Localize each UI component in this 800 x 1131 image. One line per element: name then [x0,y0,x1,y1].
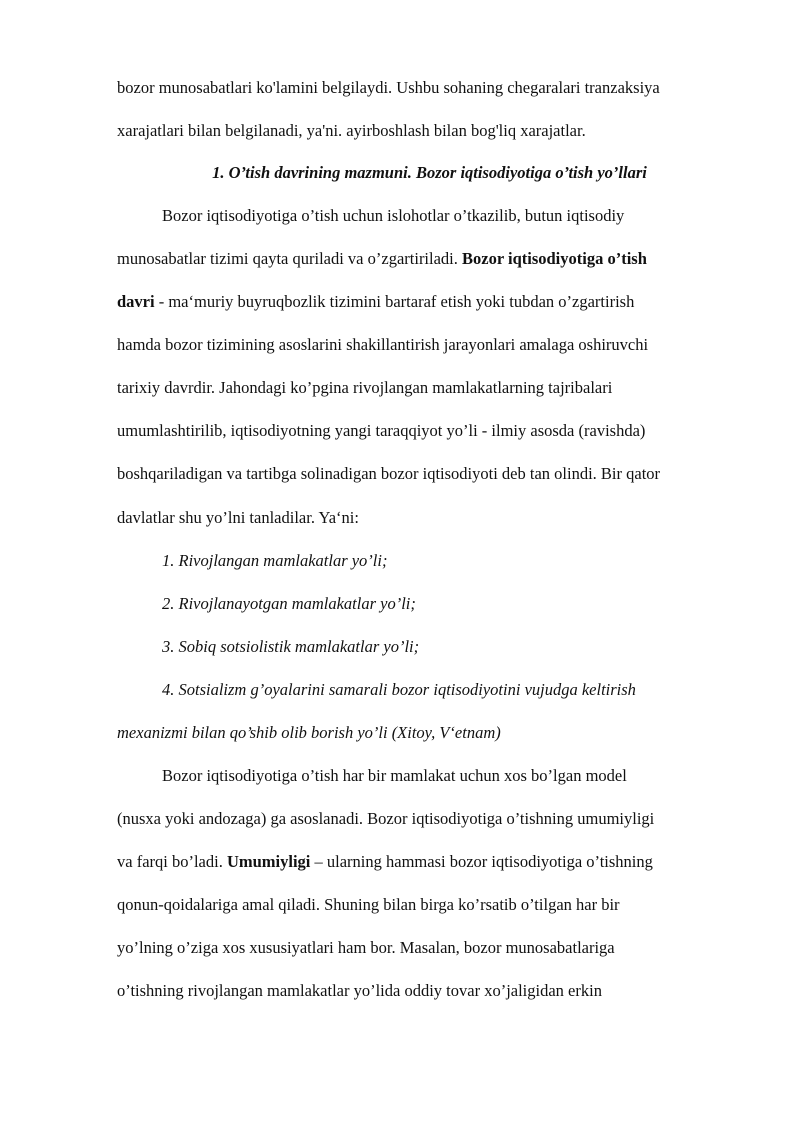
para1-line-2-text: munosabatlar tizimi qayta quriladi va o’zgartiriladi. [117,249,463,268]
para1-line-3-text: - ma‘muriy buyruqbozlik tizimini bartaraf etish yoki tubdan o’zgartirish [154,292,635,311]
para2-line-2: (nusxa yoki andozaga) ga asoslanadi. Bozor iqtisodiyotiga o’tishning umumiyligi [117,809,655,828]
term-definition-bold: Bozor iqtisodiyotiga o’tish [462,249,647,268]
list-item-4-line-2: mexanizmi bilan qo’shib olib borish yo’li (Xitoy, V‘etnam) [117,723,501,742]
term-definition-bold-cont: davri [117,292,155,311]
para2-line-1: Bozor iqtisodiyotiga o’tish har bir mamlakat uchun xos bo’lgan model [162,766,627,785]
para1-line-2 [117,248,742,270]
list-item-2: 2. Rivojlanayotgan mamlakatlar yo’li; [162,594,416,613]
para2-line-4: qonun-qoidalariga amal qiladi. Shuning bilan birga ko’rsatib o’tilgan har bir [117,895,620,914]
para1-line-3 [117,291,742,313]
list-item-4-line-1: 4. Sotsializm g’oyalarini samarali bozor iqtisodiyotini vujudga keltirish [162,680,636,699]
para2-line-3 [117,851,742,873]
section-heading: 1. O’tish davrining mazmuni. Bozor iqtisodiyotiga o’tish yo’llari [212,163,647,182]
list-item-1: 1. Rivojlangan mamlakatlar yo’li; [162,551,388,570]
para1-line-8: davlatlar shu yo’lni tanladilar. Ya‘ni: [117,508,359,527]
list-item-3: 3. Sobiq sotsiolistik mamlakatlar yo’li; [162,637,420,656]
term-umumiyligi-bold: Umumiyligi [226,852,311,871]
para2-line-3-post: – ularning hammasi bozor iqtisodiyotiga o’tishning [310,852,653,871]
para2-line-6: o’tishning rivojlangan mamlakatlar yo’lida oddiy tovar xo’jaligidan erkin [117,981,602,1000]
para1-line-4: hamda bozor tizimining asoslarini shakillantirish jarayonlari amalaga oshiruvchi [117,335,649,354]
para1-line-7: boshqariladigan va tartibga solinadigan bozor iqtisodiyoti deb tan olindi. Bir qator [117,464,661,483]
para2-line-5: yo’lning o’ziga xos xususiyatlari ham bor. Masalan, bozor munosabatlariga [117,938,615,957]
para1-line-6: umumlashtirilib, iqtisodiyotning yangi taraqqiyot yo’li - ilmiy asosda (ravishda) [117,421,646,440]
intro-line-2: xarajatlari bilan belgilanadi, ya'ni. ayirboshlash bilan bog'liq xarajatlar. [117,121,586,140]
intro-line-1: bozor munosabatlari ko'lamini belgilaydi. Ushbu sohaning chegaralari tranzaksiya [117,78,660,97]
para2-line-3-pre: va farqi bo’ladi. [117,852,227,871]
para1-line-5: tarixiy davrdir. Jahondagi ko’pgina rivojlangan mamlakatlarning tajribalari [117,378,613,397]
para1-line-1: Bozor iqtisodiyotiga o’tish uchun islohotlar o’tkazilib, butun iqtisodiy [162,206,625,225]
